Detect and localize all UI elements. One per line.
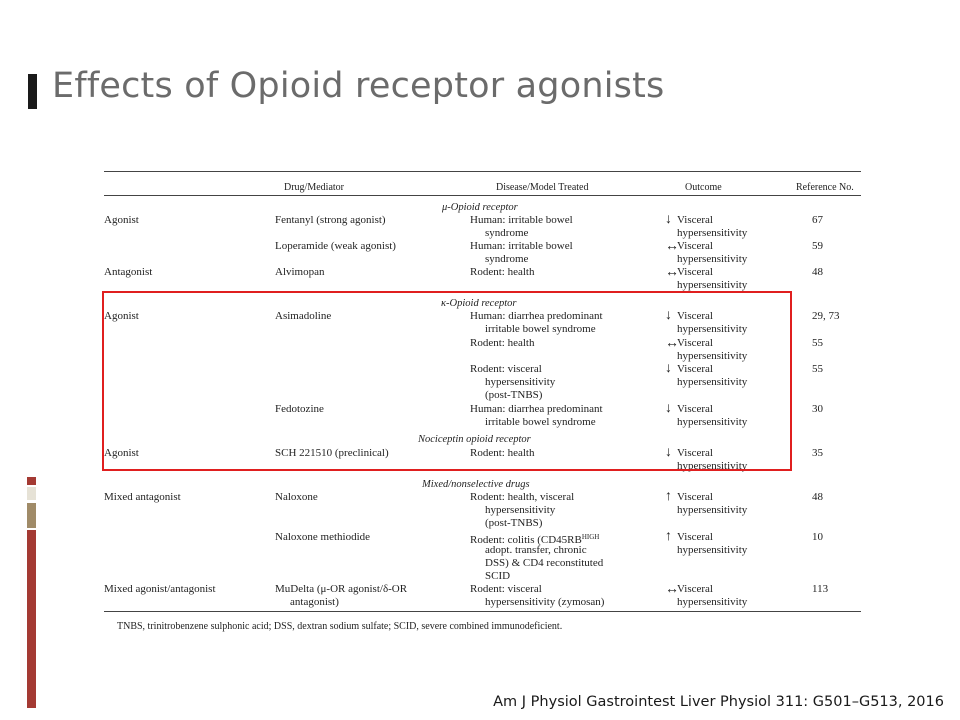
section-mixed: Mixed/nonselective drugs bbox=[422, 479, 530, 490]
down-arrow-icon: ↓ bbox=[665, 445, 672, 460]
header-drug: Drug/Mediator bbox=[284, 182, 344, 193]
row-class: Mixed antagonist bbox=[104, 491, 181, 503]
row-class: Mixed agonist/antagonist bbox=[104, 583, 216, 595]
row-outcome: Visceral bbox=[677, 403, 713, 415]
row-drug: Naloxone bbox=[275, 491, 318, 503]
row-outcome: Visceral bbox=[677, 531, 713, 543]
row-ref: 30 bbox=[812, 403, 823, 415]
row-outcome-cont: hypersensitivity bbox=[677, 253, 748, 265]
row-disease: Human: diarrhea predominant bbox=[470, 403, 603, 415]
row-drug: Fentanyl (strong agonist) bbox=[275, 214, 386, 226]
down-arrow-icon: ↓ bbox=[665, 308, 672, 323]
slide-title: Effects of Opioid receptor agonists bbox=[52, 66, 665, 106]
both-arrow-icon: ↔ bbox=[665, 582, 679, 597]
row-class: Antagonist bbox=[104, 266, 153, 278]
row-disease-cont: syndrome bbox=[485, 253, 529, 265]
row-disease: Rodent: health bbox=[470, 447, 535, 459]
row-outcome-cont: hypersensitivity bbox=[677, 416, 748, 428]
section-nociceptin: Nociceptin opioid receptor bbox=[418, 434, 531, 445]
row-disease-cont: syndrome bbox=[485, 227, 529, 239]
down-arrow-icon: ↓ bbox=[665, 212, 672, 227]
row-outcome: Visceral bbox=[677, 491, 713, 503]
row-outcome: Visceral bbox=[677, 363, 713, 375]
up-arrow-icon: ↑ bbox=[665, 529, 672, 544]
row-disease-superscript: HIGH bbox=[581, 533, 600, 541]
row-drug: Naloxone methiodide bbox=[275, 531, 371, 543]
both-arrow-icon: ↔ bbox=[665, 336, 679, 351]
table-footnote: TNBS, trinitrobenzene sulphonic acid; DSS, dextran sodium sulfate; SCID, severe combined immunodeficient. bbox=[117, 621, 563, 632]
row-disease: Rodent: health bbox=[470, 266, 535, 278]
decor-bar-1 bbox=[27, 477, 36, 485]
row-ref: 113 bbox=[812, 583, 829, 595]
row-outcome-cont: hypersensitivity bbox=[677, 460, 748, 472]
row-disease: Human: irritable bowel bbox=[470, 240, 573, 252]
header-ref: Reference No. bbox=[796, 182, 854, 193]
both-arrow-icon: ↔ bbox=[665, 239, 679, 254]
row-outcome: Visceral bbox=[677, 337, 713, 349]
row-drug: Asimadoline bbox=[275, 310, 332, 322]
decor-bar-2 bbox=[27, 487, 36, 500]
row-disease-cont: irritable bowel syndrome bbox=[485, 416, 596, 428]
row-outcome: Visceral bbox=[677, 583, 713, 595]
row-outcome-cont: hypersensitivity bbox=[677, 279, 748, 291]
row-outcome: Visceral bbox=[677, 240, 713, 252]
row-disease: Rodent: visceral bbox=[470, 583, 542, 595]
citation: Am J Physiol Gastrointest Liver Physiol 311: G501–G513, 2016 bbox=[493, 694, 944, 710]
row-disease-text: Rodent: colitis (CD45RB bbox=[470, 534, 582, 546]
row-outcome: Visceral bbox=[677, 447, 713, 459]
row-drug: Loperamide (weak agonist) bbox=[275, 240, 396, 252]
row-ref: 67 bbox=[812, 214, 823, 226]
row-disease-cont: DSS) & CD4 reconstituted bbox=[485, 557, 604, 569]
row-ref: 55 bbox=[812, 337, 823, 349]
row-outcome-cont: hypersensitivity bbox=[677, 227, 748, 239]
row-ref: 48 bbox=[812, 491, 823, 503]
row-disease-cont: irritable bowel syndrome bbox=[485, 323, 596, 335]
section-mu: μ-Opioid receptor bbox=[442, 202, 518, 213]
row-disease: Human: diarrhea predominant bbox=[470, 310, 603, 322]
row-disease: Rodent: visceral bbox=[470, 363, 542, 375]
row-outcome-cont: hypersensitivity bbox=[677, 350, 748, 362]
row-ref: 55 bbox=[812, 363, 823, 375]
row-disease: Rodent: health, visceral bbox=[470, 491, 575, 503]
row-disease-cont: (post-TNBS) bbox=[485, 389, 543, 401]
row-disease-cont: adopt. transfer, chronic bbox=[485, 544, 587, 556]
row-ref: 59 bbox=[812, 240, 823, 252]
row-outcome-cont: hypersensitivity bbox=[677, 544, 748, 556]
decor-bar-4 bbox=[27, 530, 36, 708]
table-top-rule bbox=[104, 171, 861, 172]
row-class: Agonist bbox=[104, 310, 139, 322]
down-arrow-icon: ↓ bbox=[665, 401, 672, 416]
row-class: Agonist bbox=[104, 447, 139, 459]
header-outcome: Outcome bbox=[685, 182, 722, 193]
highlight-box bbox=[102, 291, 792, 471]
row-outcome-cont: hypersensitivity bbox=[677, 504, 748, 516]
section-kappa: κ-Opioid receptor bbox=[441, 298, 517, 309]
decor-bar-3 bbox=[27, 503, 36, 528]
row-class: Agonist bbox=[104, 214, 139, 226]
row-disease: Rodent: health bbox=[470, 337, 535, 349]
row-disease-cont: hypersensitivity bbox=[485, 376, 556, 388]
row-ref: 29, 73 bbox=[812, 310, 840, 322]
down-arrow-icon: ↓ bbox=[665, 361, 672, 376]
row-disease: Human: irritable bowel bbox=[470, 214, 573, 226]
title-accent-bar bbox=[28, 74, 37, 109]
table-header-rule bbox=[104, 195, 861, 196]
row-outcome: Visceral bbox=[677, 310, 713, 322]
row-drug-cont: antagonist) bbox=[290, 596, 339, 608]
both-arrow-icon: ↔ bbox=[665, 265, 679, 280]
row-disease-cont: hypersensitivity bbox=[485, 504, 556, 516]
header-disease: Disease/Model Treated bbox=[496, 182, 589, 193]
up-arrow-icon: ↑ bbox=[665, 489, 672, 504]
row-outcome: Visceral bbox=[677, 214, 713, 226]
row-disease-cont: (post-TNBS) bbox=[485, 517, 543, 529]
row-ref: 35 bbox=[812, 447, 823, 459]
row-drug: MuDelta (μ-OR agonist/δ-OR bbox=[275, 583, 408, 595]
row-outcome-cont: hypersensitivity bbox=[677, 596, 748, 608]
row-drug: Fedotozine bbox=[275, 403, 324, 415]
row-drug: SCH 221510 (preclinical) bbox=[275, 447, 389, 459]
row-outcome: Visceral bbox=[677, 266, 713, 278]
row-disease-cont: hypersensitivity (zymosan) bbox=[485, 596, 605, 608]
row-ref: 48 bbox=[812, 266, 823, 278]
row-disease-cont: SCID bbox=[485, 570, 511, 582]
row-ref: 10 bbox=[812, 531, 823, 543]
row-outcome-cont: hypersensitivity bbox=[677, 323, 748, 335]
row-drug: Alvimopan bbox=[275, 266, 325, 278]
row-outcome-cont: hypersensitivity bbox=[677, 376, 748, 388]
table-bottom-rule bbox=[104, 611, 861, 612]
